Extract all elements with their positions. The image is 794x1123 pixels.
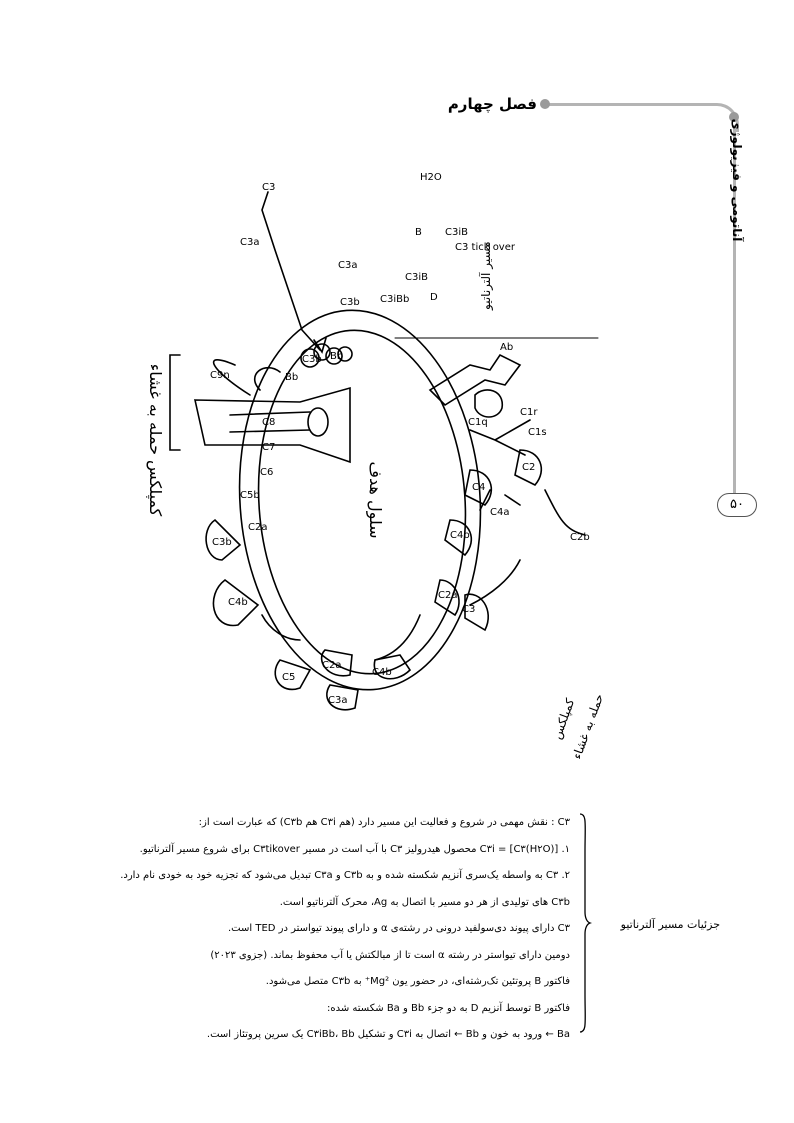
- page-number: ۵۰: [717, 493, 757, 517]
- arrow-icon: [262, 192, 320, 350]
- label-c2a-bottom: C2a: [322, 660, 342, 671]
- label-c4b-mid: C4b: [450, 530, 470, 541]
- notes-line: C۳b های تولیدی از هر دو مسیر با اتصال به Ag، محرک آلترناتیو است.: [279, 896, 570, 908]
- label-ab: Ab: [500, 342, 514, 353]
- handwriting-note-3: مسیر آلترناتیو: [479, 241, 493, 310]
- handwriting-note-2: حمله به غشاء: [569, 691, 607, 762]
- side-label: جزئیات مسیر آلترناتیو: [620, 918, 720, 931]
- header-rail: [545, 103, 717, 106]
- chapter-title: فصل چهارم: [447, 95, 537, 113]
- notes-line: ۲. C۳ به واسطه یک‌سری آنزیم شکسته شده و به C۳b و C۳a تبدیل می‌شود که تجزیه خود به خودی نام دارد.: [120, 870, 570, 881]
- notes-line: فاکتور B پروتئین تک‌رشته‌ای، در حضور یون Mg²⁺ به C۳b متصل می‌شود.: [265, 976, 570, 987]
- label-b-factor: B: [415, 227, 422, 238]
- notes-line: ۱. C۳i = [C۳(H۲O)] محصول هیدرولیز C۳ با آب است در مسیر C۳tikover برای شروع مسیر آلترناتیو.: [139, 843, 570, 855]
- label-c2a-left: C2a: [248, 522, 268, 533]
- label-c4b-bottom: C4b: [372, 667, 392, 678]
- rail-dot-icon: [540, 99, 550, 109]
- label-bb: Bb: [285, 372, 299, 383]
- label-c3a-1: C3a: [240, 237, 260, 248]
- notes-line: فاکتور B توسط آنزیم D به دو جزء Bb و Ba شکسته شده:: [327, 1002, 570, 1014]
- notes-text-block: [100, 810, 570, 1049]
- label-c2a: C2a: [438, 590, 458, 601]
- label-c3ib2: C3iB: [405, 272, 428, 283]
- label-c1s: C1s: [528, 427, 547, 438]
- label-c3a-2: C3a: [338, 260, 358, 271]
- label-d-factor: D: [430, 292, 438, 303]
- label-c5b: C5b: [240, 490, 260, 501]
- label-mac-title: کمپلکس حمله به غشاء: [146, 363, 165, 517]
- label-c7: C7: [262, 442, 276, 453]
- label-c2b: C2b: [570, 532, 590, 543]
- label-bb-r: Bb: [330, 351, 344, 362]
- label-c1r: C1r: [520, 407, 538, 418]
- notes-line: C۳ : نقش مهمی در شروع و فعالیت این مسیر دارد (هم C۳i هم C۳b) که عبارت است از:: [198, 817, 570, 828]
- label-c3b-top: C3b: [340, 297, 360, 308]
- label-c4b-left: C4b: [228, 597, 248, 608]
- label-c3ib: C3iB: [445, 227, 468, 238]
- label-c3a-bottom: C3a: [328, 695, 348, 706]
- label-c6: C6: [260, 467, 274, 478]
- handwriting-note-1: کمپلکس: [549, 696, 578, 742]
- label-c8: C8: [262, 417, 276, 428]
- label-c3b-r: C3b: [302, 354, 322, 365]
- complement-diagram: [0, 140, 794, 780]
- label-c4a: C4a: [490, 507, 510, 518]
- notes-line: C۳ دارای پیوند دی‌سولفید درونی در رشته‌ی α و دارای پیوند تیواستر در TED است.: [228, 923, 570, 934]
- notes-line: دومین دارای تیواستر در رشته α است تا از مبالکتش یا آب محفوظ بماند. (جزوی ۲۰۲۳): [210, 949, 570, 961]
- label-c3b-left: C3b: [212, 537, 232, 548]
- notes-line: Ba ← ورود به خون و Bb ← اتصال به C۳i و تشکیل C۳iBb، Bb یک سرین پروتئاز است.: [206, 1029, 570, 1040]
- label-c2: C2: [522, 462, 536, 473]
- target-cell-outer: [227, 302, 493, 698]
- label-target-cell: سلول هدف: [366, 461, 385, 539]
- target-cell-inner: [247, 323, 476, 681]
- label-c3ibb: C3iBb: [380, 294, 410, 305]
- label-c3-bottom: C3: [462, 604, 476, 615]
- label-c9n: C9n: [210, 370, 230, 381]
- label-c4: C4: [472, 482, 486, 493]
- label-c3: C3: [262, 182, 276, 193]
- label-c3-tickover: C3 tick over: [455, 242, 515, 253]
- label-c1q: C1q: [468, 417, 488, 428]
- side-book-title: آناتومی و فیزیولوژی: [730, 118, 744, 242]
- label-c5: C5: [282, 672, 296, 683]
- c1-complex: [475, 390, 502, 417]
- label-h2o: H2O: [420, 172, 442, 183]
